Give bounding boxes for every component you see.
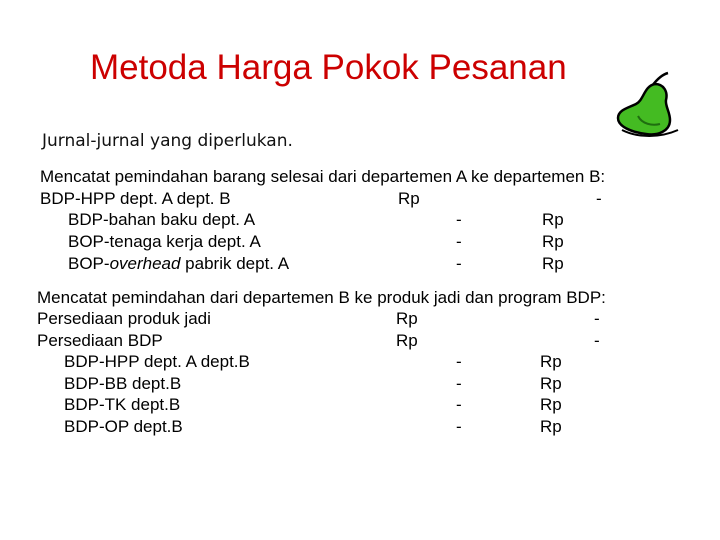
credit-amount: Rp [540,352,562,371]
debit-amount: - [456,352,462,371]
pear-icon [608,68,680,140]
journal-b-heading: Mencatat pemindahan dari departemen B ke produk jadi dan program BDP: [37,288,606,307]
slide-title: Metoda Harga Pokok Pesanan [90,48,567,87]
credit-amount: Rp [540,417,562,436]
debit-amount: Rp [396,331,418,350]
account-suffix: pabrik dept. A [180,254,290,273]
debit-amount: Rp [398,189,420,208]
debit-amount: - [456,232,462,251]
credit-amount: - [594,331,600,350]
debit-amount: - [456,254,462,273]
journal-a-row [68,253,668,275]
debit-amount: - [456,374,462,393]
journal-a-row [68,231,668,253]
debit-amount: - [456,417,462,436]
journal-b-row [64,373,664,395]
account-name: BDP-HPP dept. A dept. B [40,189,231,208]
credit-amount: - [594,309,600,328]
credit-amount: Rp [542,254,564,273]
account-name: BDP-OP dept.B [64,417,183,436]
journal-a-row [68,209,668,231]
account-name: Persediaan produk jadi [37,309,211,328]
credit-amount: - [596,189,602,208]
credit-amount: Rp [542,232,564,251]
journal-b-row [37,330,677,352]
journal-a-row [40,188,680,210]
account-name: BDP-bahan baku dept. A [68,210,256,229]
debit-amount: Rp [396,309,418,328]
account-name: BDP-TK dept.B [64,395,181,414]
debit-amount: - [456,210,462,229]
account-prefix: BOP- [68,254,110,273]
account-name: Persediaan BDP [37,331,163,350]
journal-a-heading: Mencatat pemindahan barang selesai dari departemen A ke departemen B: [40,167,606,186]
journal-b-row [37,308,677,330]
account-italic: overhead [109,254,181,273]
slide-subtitle: Jurnal-jurnal yang diperlukan. [42,131,293,151]
credit-amount: Rp [540,395,562,414]
credit-amount: Rp [542,210,564,229]
debit-amount: - [456,395,462,414]
account-name: BDP-BB dept.B [64,374,182,393]
journal-b-row [64,351,664,373]
account-name: BOP-tenaga kerja dept. A [68,232,261,251]
journal-b-row [64,394,664,416]
account-name [68,253,289,275]
credit-amount: Rp [540,374,562,393]
account-name: BDP-HPP dept. A dept.B [64,352,250,371]
journal-b-row [64,416,664,438]
